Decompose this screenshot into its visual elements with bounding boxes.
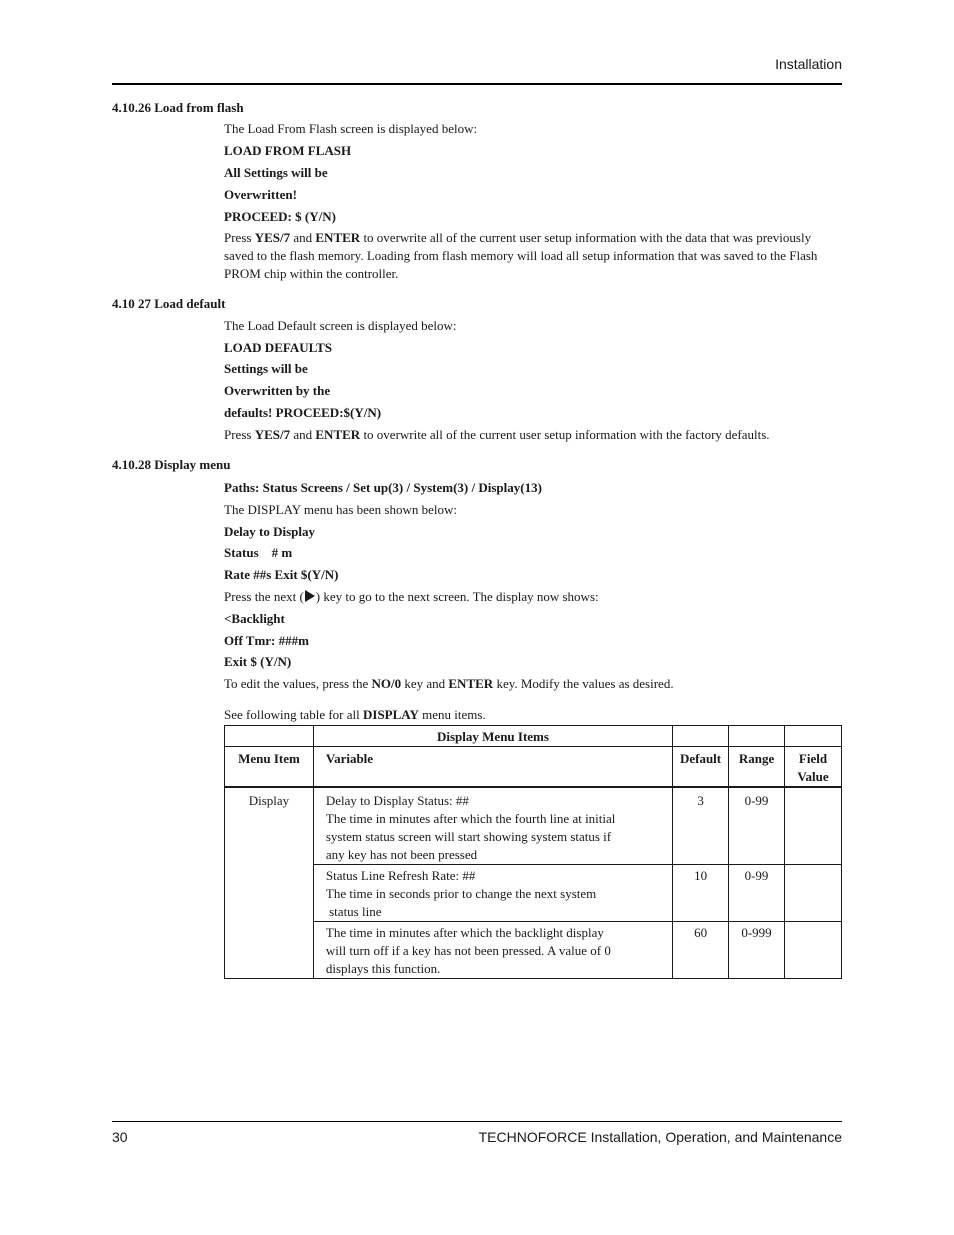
header-variable: Variable	[313, 747, 672, 788]
menu-item-cell: Display	[225, 787, 314, 979]
load-flash-description	[224, 229, 839, 283]
table-row	[225, 787, 842, 865]
key-name: ENTER	[315, 230, 361, 245]
field-value-cell	[785, 922, 842, 979]
key-name: DISPLAY	[363, 707, 419, 722]
variable-line: The time in minutes after which the backlight display	[325, 925, 604, 940]
load-default-intro: The Load Default screen is displayed below:	[224, 318, 457, 333]
key-name: YES/7	[254, 230, 291, 245]
table-row	[225, 865, 842, 922]
default-cell: 3	[673, 787, 729, 865]
display-menu-intro: The DISPLAY menu has been shown below:	[224, 502, 458, 517]
table-header-row	[225, 747, 842, 788]
table-title-row	[225, 726, 842, 747]
table-cell	[673, 726, 729, 747]
variable-line: displays this function.	[325, 961, 441, 976]
text-run: To edit the values, press the	[224, 676, 369, 691]
load-flash-intro: The Load From Flash screen is displayed below:	[224, 121, 478, 136]
text-run: and	[293, 427, 313, 442]
header-range: Range	[729, 747, 785, 788]
header-field-value	[785, 747, 842, 788]
variable-line: Status Line Refresh Rate: ##	[325, 868, 476, 883]
load-default-screen-line: LOAD DEFAULTS	[224, 340, 332, 355]
section-title-load-default: 4.10 27 Load default	[112, 296, 226, 311]
range-cell: 0-999	[729, 922, 785, 979]
load-default-screen-line: Overwritten by the	[224, 383, 331, 398]
load-default-screen-line: Settings will be	[224, 361, 308, 376]
variable-line: Delay to Display Status: ##	[325, 793, 469, 808]
variable-line: will turn off if a key has not been pressed. A value of 0	[325, 943, 611, 958]
range-cell: 0-99	[729, 865, 785, 922]
display-screen-line: Delay to Display	[224, 524, 315, 539]
text-run: to overwrite all of the current user setup information with the factory defaults.	[363, 427, 770, 442]
load-flash-screen-line: Overwritten!	[224, 187, 297, 202]
variable-cell	[313, 787, 672, 865]
load-flash-screen-line: All Settings will be	[224, 165, 328, 180]
table-cell	[225, 726, 314, 747]
table-title: Display Menu Items	[313, 726, 672, 747]
key-name: YES/7	[254, 427, 291, 442]
display-menu-paths: Paths: Status Screens / Set up(3) / System(3) / Display(13)	[224, 480, 542, 495]
text-run: Press the next (	[224, 589, 304, 604]
text-run: to overwrite all of the current user setup information with the data that was previously saved to the flash memory. Loading from flash memory will load all setup information that was saved to the Flash PROM chip within the controller.	[224, 230, 818, 281]
field-value-cell	[785, 865, 842, 922]
display-screen-line: Rate ##s Exit $(Y/N)	[224, 567, 339, 582]
header-rule	[112, 83, 842, 85]
running-header: Installation	[775, 56, 842, 72]
text-run: See following table for all	[224, 707, 360, 722]
table-row	[225, 922, 842, 979]
variable-line: The time in seconds prior to change the next system	[325, 886, 597, 901]
table-cell	[785, 726, 842, 747]
text-run: menu items.	[422, 707, 486, 722]
text-run: Press	[224, 427, 252, 442]
key-name: NO/0	[371, 676, 402, 691]
next-arrow-icon	[305, 590, 315, 602]
text-run: and	[293, 230, 313, 245]
load-flash-screen-line: PROCEED: $ (Y/N)	[224, 209, 336, 224]
text-run: Press	[224, 230, 252, 245]
variable-line: system status screen will start showing system status if	[325, 829, 612, 844]
backlight-screen-line: Exit $ (Y/N)	[224, 654, 292, 669]
edit-instruction	[224, 675, 839, 693]
footer-doc-title: TECHNOFORCE Installation, Operation, and Maintenance	[478, 1129, 842, 1145]
key-name: ENTER	[448, 676, 494, 691]
variable-line: status line	[325, 904, 382, 919]
variable-cell	[313, 922, 672, 979]
footer-rule	[112, 1121, 842, 1122]
page-number: 30	[112, 1129, 128, 1145]
text-run: ) key to go to the next screen. The display now shows:	[315, 589, 599, 604]
field-value-cell	[785, 787, 842, 865]
backlight-screen-line: <Backlight	[224, 611, 285, 626]
backlight-screen-line: Off Tmr: ###m	[224, 633, 309, 648]
header-default: Default	[673, 747, 729, 788]
variable-line: any key has not been pressed	[325, 847, 478, 862]
table-cell	[729, 726, 785, 747]
range-cell: 0-99	[729, 787, 785, 865]
header-menu-item: Menu Item	[225, 747, 314, 788]
display-menu-items-table	[224, 725, 842, 979]
default-cell: 60	[673, 922, 729, 979]
default-cell: 10	[673, 865, 729, 922]
header-field-value-line: Field	[798, 751, 828, 766]
load-default-screen-line: defaults! PROCEED:$(Y/N)	[224, 405, 382, 420]
key-name: ENTER	[315, 427, 361, 442]
variable-cell	[313, 865, 672, 922]
header-field-value-line: Value	[797, 769, 829, 784]
variable-line: The time in minutes after which the fourth line at initial	[325, 811, 616, 826]
load-flash-screen-line: LOAD FROM FLASH	[224, 143, 352, 158]
text-run: key. Modify the values as desired.	[496, 676, 674, 691]
display-screen-line: Status # m	[224, 545, 293, 560]
next-key-instruction	[224, 588, 839, 606]
section-title-load-from-flash: 4.10.26 Load from flash	[112, 100, 244, 115]
text-run: key and	[404, 676, 446, 691]
table-reference	[224, 706, 839, 724]
load-default-description	[224, 426, 839, 444]
section-title-display-menu: 4.10.28 Display menu	[112, 457, 231, 472]
